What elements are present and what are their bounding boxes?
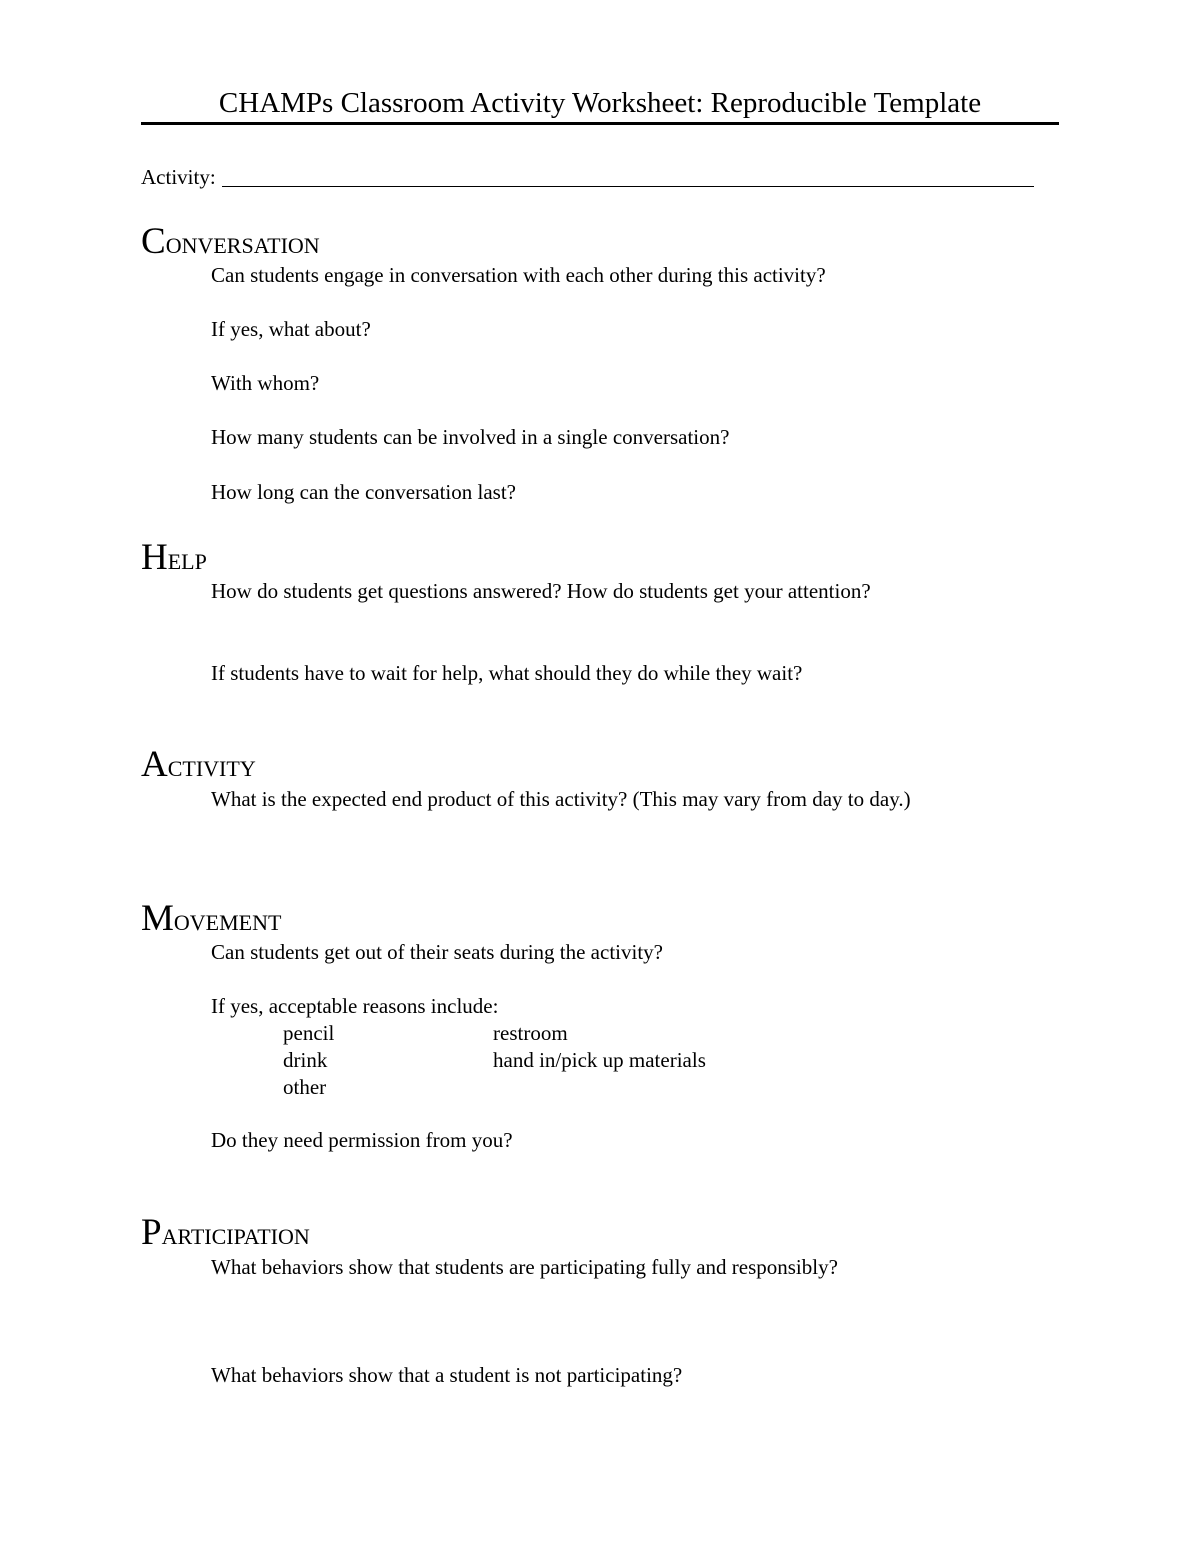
question-participation-2: What behaviors show that a student is not participating? [211, 1363, 683, 1387]
question-conversation-1: Can students engage in conversation with each other during this activity? [211, 263, 826, 287]
question-conversation-5: How long can the conversation last? [211, 480, 516, 504]
heading-participation: PARTICIPATION [141, 1212, 310, 1253]
question-participation-1: What behaviors show that students are participating fully and responsibly? [211, 1255, 838, 1279]
reason-materials: hand in/pick up materials [493, 1048, 706, 1072]
activity-field [141, 164, 1034, 190]
heading-movement: MOVEMENT [141, 898, 282, 939]
reason-pencil: pencil [283, 1021, 335, 1045]
heading-conversation: CONVERSATION [141, 221, 320, 262]
question-conversation-4: How many students can be involved in a single conversation? [211, 425, 730, 449]
question-movement-1: Can students get out of their seats during the activity? [211, 940, 663, 964]
activity-label: Activity: [141, 165, 216, 189]
reason-drink: drink [283, 1048, 328, 1072]
heading-help: HELP [141, 537, 207, 578]
question-help-1: How do students get questions answered? How do students get your attention? [211, 579, 871, 603]
page-title: CHAMPs Classroom Activity Worksheet: Reproducible Template [141, 84, 1059, 125]
question-activity-1: What is the expected end product of this activity? (This may vary from day to day.) [211, 787, 911, 811]
reason-other: other [283, 1075, 327, 1099]
question-conversation-3: With whom? [211, 371, 320, 395]
question-conversation-2: If yes, what about? [211, 317, 371, 341]
question-help-2: If students have to wait for help, what should they do while they wait? [211, 661, 803, 685]
reason-restroom: restroom [493, 1021, 568, 1045]
heading-activity: ACTIVITY [141, 744, 256, 785]
activity-blank-line[interactable] [222, 164, 1034, 187]
question-movement-2: If yes, acceptable reasons include: [211, 994, 499, 1018]
question-movement-3: Do they need permission from you? [211, 1128, 513, 1152]
